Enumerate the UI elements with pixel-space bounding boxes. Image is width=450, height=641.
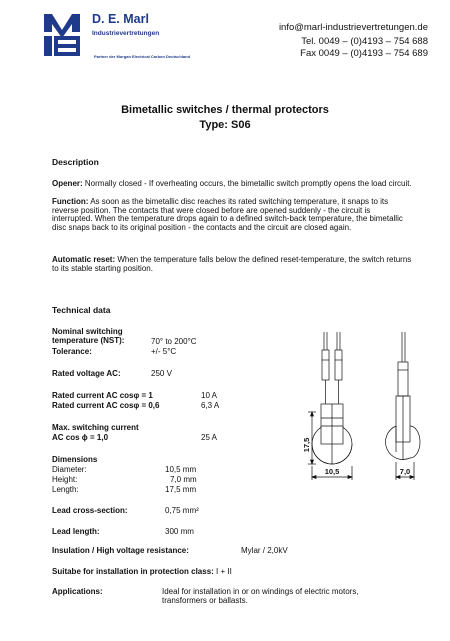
function-label: Function: [52, 197, 89, 206]
cross-section-label: Lead cross-section: [52, 506, 128, 515]
applications-label: Applications: [52, 587, 103, 596]
insulation-label: Insulation / High voltage resistance: [52, 546, 189, 555]
company-subtitle: Industrievertretungen [92, 30, 160, 37]
protection-class-value: I + II [216, 567, 232, 576]
voltage-label: Rated voltage AC: [52, 369, 121, 378]
function-text: As soon as the bimetallic disc reaches its rated switching temperature, it snaps to its reverse position. The contacts that were closed before are opened suddenly - the circuit is interrupted. When the temperature drops again to a defined switch-back temperature, the bimetallic disc snaps back to its original position - the contacts and the circuit are closed again. [52, 197, 403, 232]
description-heading: Description [52, 157, 99, 167]
dim-diameter-label: 10,5 [324, 467, 340, 476]
company-logo [44, 12, 92, 63]
dimensions-label: Dimensions [52, 455, 98, 464]
opener-text: Normally closed - If overheating occurs, the bimetallic switch promptly opens the load circuit. [84, 179, 412, 188]
length-label: Length: [52, 485, 79, 494]
dim-depth-label: 7,0 [399, 467, 411, 476]
nst-label-2: temperature (NST): [52, 336, 125, 345]
applications-line-2: transformers or ballasts. [162, 596, 248, 605]
opener-label: Opener: [52, 179, 83, 188]
reset-paragraph [52, 256, 412, 273]
voltage-value: 250 V [151, 369, 172, 378]
applications-line-1: Ideal for installation in or on windings of electric motors, [162, 587, 359, 596]
reset-text: When the temperature falls below the defined reset-temperature, the switch returns to its stable starting position. [52, 255, 412, 273]
contact-tel: Tel. 0049 – (0)4193 – 754 688 [301, 36, 428, 47]
dim-height-label: 17,5 [302, 437, 311, 453]
cross-section-value: 0,75 mm² [165, 506, 199, 515]
technical-drawing [288, 322, 436, 492]
function-paragraph [52, 198, 412, 232]
max-current-value: 25 A [201, 433, 218, 442]
diameter-value: 10,5 mm [165, 465, 197, 474]
nst-value: 70° to 200°C [151, 337, 197, 346]
contact-email[interactable]: info@marl-industrievertretungen.de [278, 22, 428, 33]
lead-length-value: 300 mm [165, 527, 194, 536]
company-name: D. E. Marl [92, 12, 149, 26]
reset-label: Automatic reset: [52, 255, 116, 264]
max-current-label-1: Max. switching current [52, 423, 139, 432]
max-current-label-2: AC cos ϕ = 1,0 [52, 433, 109, 442]
lead-length-label: Lead length: [52, 527, 100, 536]
partner-line: Partner der Morgan Electrical Carbon Deutschland [94, 54, 191, 59]
doc-type: Type: S06 [199, 119, 251, 131]
length-value: 17,5 mm [165, 485, 197, 494]
current1-value: 10 A [201, 391, 218, 400]
protection-class [52, 567, 232, 576]
current1-label: Rated current AC cosφ = 1 [52, 391, 153, 400]
nst-label-1: Nominal switching [52, 327, 123, 336]
opener-paragraph [52, 180, 412, 189]
front-view-body [312, 404, 352, 464]
current2-label: Rated current AC cosφ = 0,6 [52, 401, 160, 410]
side-view [386, 332, 420, 460]
contact-fax: Fax 0049 – (0)4193 – 754 689 [300, 48, 428, 59]
height-value: 7,0 mm [170, 475, 197, 484]
doc-title: Bimetallic switches / thermal protectors [121, 104, 329, 116]
insulation-value: Mylar / 2,0kV [241, 546, 288, 555]
tolerance-label: Tolerance: [52, 347, 92, 356]
diameter-label: Diameter: [52, 465, 87, 474]
protection-class-label: Suitabe for installation in protection class: [52, 567, 214, 576]
current2-value: 6,3 A [201, 401, 220, 410]
technical-heading: Technical data [52, 305, 111, 315]
front-view-leads [322, 332, 342, 404]
tolerance-value: +/- 5°C [151, 347, 177, 356]
height-label: Height: [52, 475, 78, 484]
